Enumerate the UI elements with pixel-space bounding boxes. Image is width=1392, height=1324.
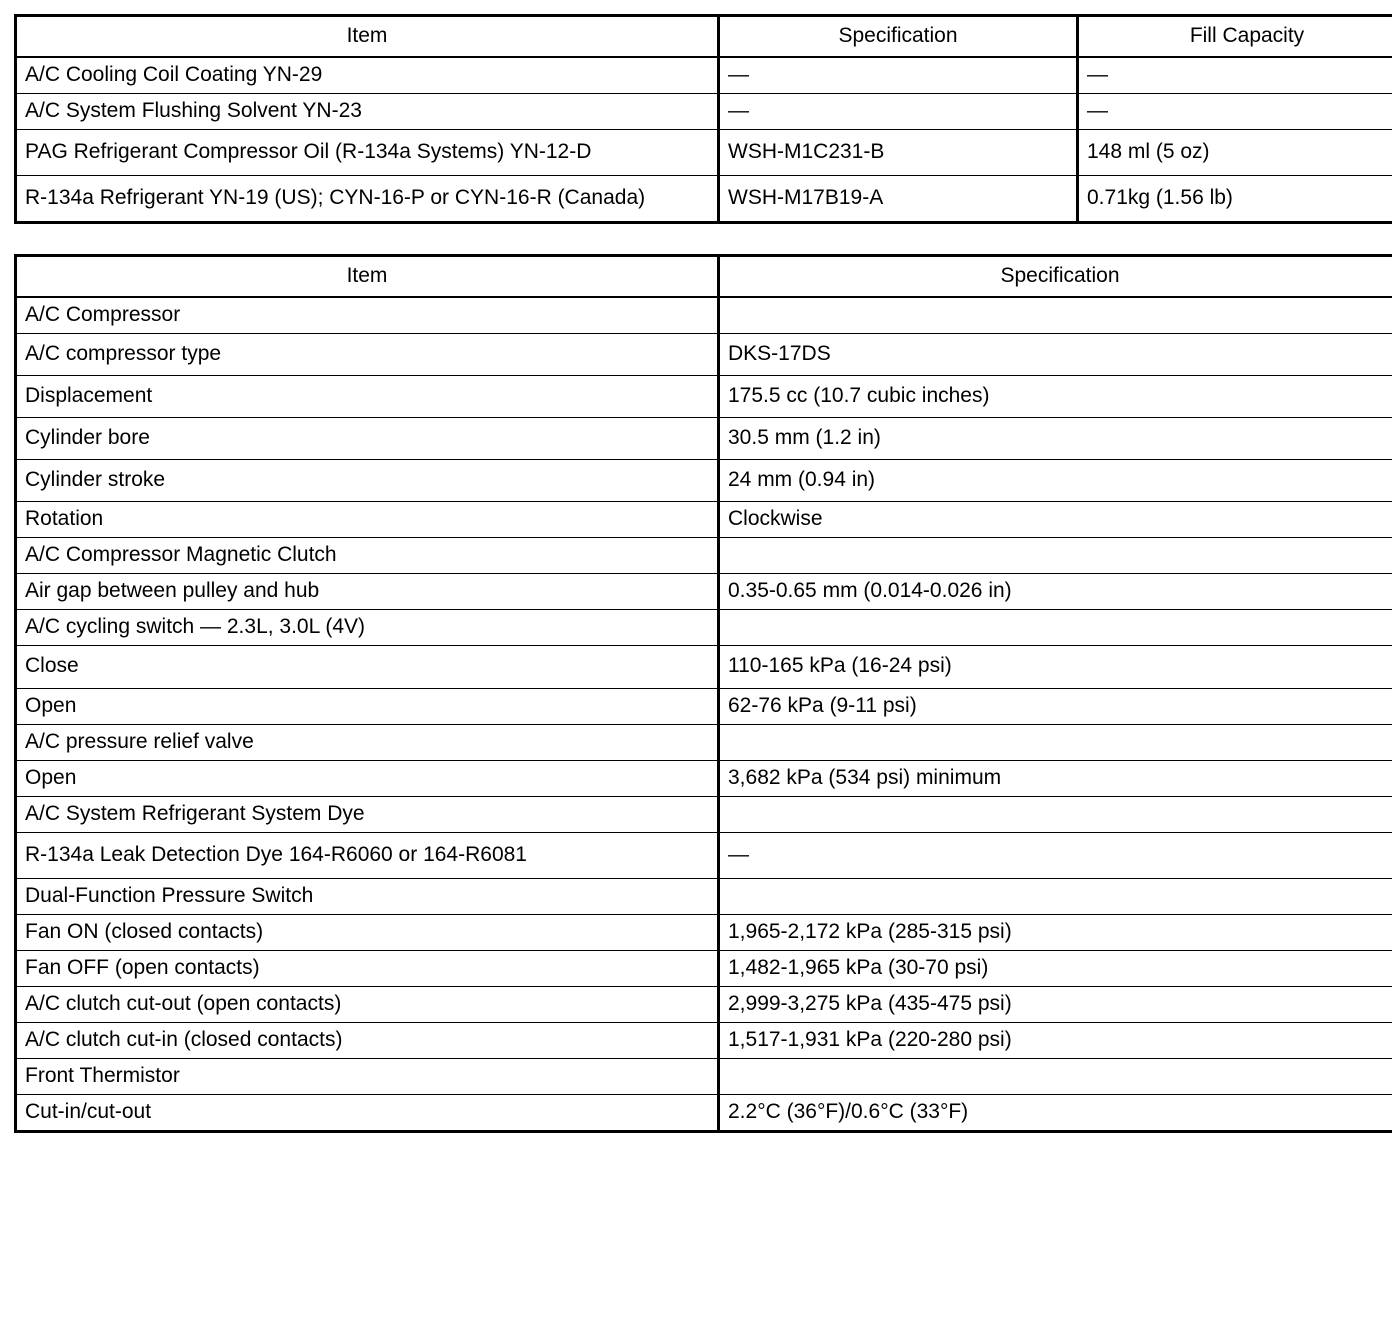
section-row	[16, 878, 1392, 914]
section-label: Dual-Function Pressure Switch	[16, 878, 719, 914]
section-label: A/C cycling switch — 2.3L, 3.0L (4V)	[16, 610, 719, 646]
cell-fill-capacity: 0.71kg (1.56 lb)	[1078, 176, 1392, 223]
cell-item: A/C clutch cut-out (open contacts)	[16, 986, 719, 1022]
cell-specification: WSH-M1C231-B	[719, 130, 1078, 176]
table-row	[16, 334, 1392, 376]
cell-specification: —	[719, 94, 1078, 130]
section-row	[16, 538, 1392, 574]
table-row	[16, 688, 1392, 724]
cell-specification: 3,682 kPa (534 psi) minimum	[719, 760, 1392, 796]
table-row	[16, 574, 1392, 610]
cell-item: Cylinder stroke	[16, 460, 719, 502]
cell-fill-capacity: 148 ml (5 oz)	[1078, 130, 1392, 176]
cell-specification: 2.2°C (36°F)/0.6°C (33°F)	[719, 1094, 1392, 1131]
table-row	[16, 986, 1392, 1022]
cell-item: A/C System Flushing Solvent YN-23	[16, 94, 719, 130]
section-label: A/C Compressor	[16, 297, 719, 334]
cell-fill-capacity: —	[1078, 57, 1392, 94]
section-spec	[719, 1058, 1392, 1094]
section-row	[16, 1058, 1392, 1094]
cell-specification: 175.5 cc (10.7 cubic inches)	[719, 376, 1392, 418]
cell-item: A/C compressor type	[16, 334, 719, 376]
cell-item: Rotation	[16, 502, 719, 538]
section-spec	[719, 538, 1392, 574]
cell-item: Fan OFF (open contacts)	[16, 950, 719, 986]
cell-item: Open	[16, 760, 719, 796]
cell-item: A/C Cooling Coil Coating YN-29	[16, 57, 719, 94]
section-spec	[719, 796, 1392, 832]
cell-specification: 62-76 kPa (9-11 psi)	[719, 688, 1392, 724]
column-header-specification: Specification	[719, 256, 1392, 298]
table-row	[16, 176, 1392, 223]
table-row	[16, 832, 1392, 878]
column-header-item: Item	[16, 256, 719, 298]
cell-specification: 30.5 mm (1.2 in)	[719, 418, 1392, 460]
cell-item: Displacement	[16, 376, 719, 418]
table-row	[16, 914, 1392, 950]
section-spec	[719, 724, 1392, 760]
table-row	[16, 418, 1392, 460]
section-spec	[719, 878, 1392, 914]
cell-specification: 0.35-0.65 mm (0.014-0.026 in)	[719, 574, 1392, 610]
section-row	[16, 297, 1392, 334]
cell-specification: 2,999-3,275 kPa (435-475 psi)	[719, 986, 1392, 1022]
cell-specification: —	[719, 57, 1078, 94]
table-row	[16, 950, 1392, 986]
cell-item: A/C clutch cut-in (closed contacts)	[16, 1022, 719, 1058]
table-row	[16, 94, 1392, 130]
table-header-row	[16, 16, 1392, 58]
section-label: A/C pressure relief valve	[16, 724, 719, 760]
column-header-fill-capacity: Fill Capacity	[1078, 16, 1392, 58]
table-row	[16, 1022, 1392, 1058]
column-header-specification: Specification	[719, 16, 1078, 58]
table-row	[16, 646, 1392, 688]
column-header-item: Item	[16, 16, 719, 58]
cell-item: R-134a Leak Detection Dye 164-R6060 or 164-R6081	[16, 832, 719, 878]
cell-specification: Clockwise	[719, 502, 1392, 538]
cell-specification: WSH-M17B19-A	[719, 176, 1078, 223]
section-label: Front Thermistor	[16, 1058, 719, 1094]
section-row	[16, 610, 1392, 646]
table-row	[16, 376, 1392, 418]
section-label: A/C System Refrigerant System Dye	[16, 796, 719, 832]
table-row	[16, 760, 1392, 796]
section-row	[16, 724, 1392, 760]
refrigerant-materials-table	[14, 14, 1392, 224]
cell-item: Close	[16, 646, 719, 688]
cell-specification: 1,965-2,172 kPa (285-315 psi)	[719, 914, 1392, 950]
cell-item: PAG Refrigerant Compressor Oil (R-134a Systems) YN-12-D	[16, 130, 719, 176]
table-row	[16, 460, 1392, 502]
cell-specification: 24 mm (0.94 in)	[719, 460, 1392, 502]
cell-item: Fan ON (closed contacts)	[16, 914, 719, 950]
cell-fill-capacity: —	[1078, 94, 1392, 130]
table-row	[16, 1094, 1392, 1131]
cell-item: R-134a Refrigerant YN-19 (US); CYN-16-P or CYN-16-R (Canada)	[16, 176, 719, 223]
table-row	[16, 502, 1392, 538]
section-label: A/C Compressor Magnetic Clutch	[16, 538, 719, 574]
cell-item: Cylinder bore	[16, 418, 719, 460]
section-spec	[719, 297, 1392, 334]
cell-item: Cut-in/cut-out	[16, 1094, 719, 1131]
cell-specification: 110-165 kPa (16-24 psi)	[719, 646, 1392, 688]
section-row	[16, 796, 1392, 832]
cell-specification: 1,517-1,931 kPa (220-280 psi)	[719, 1022, 1392, 1058]
cell-specification: 1,482-1,965 kPa (30-70 psi)	[719, 950, 1392, 986]
section-spec	[719, 610, 1392, 646]
ac-system-specification-table	[14, 254, 1392, 1133]
cell-specification: —	[719, 832, 1392, 878]
table-row	[16, 130, 1392, 176]
cell-item: Open	[16, 688, 719, 724]
cell-specification: DKS-17DS	[719, 334, 1392, 376]
table-header-row	[16, 256, 1392, 298]
cell-item: Air gap between pulley and hub	[16, 574, 719, 610]
table-row	[16, 57, 1392, 94]
